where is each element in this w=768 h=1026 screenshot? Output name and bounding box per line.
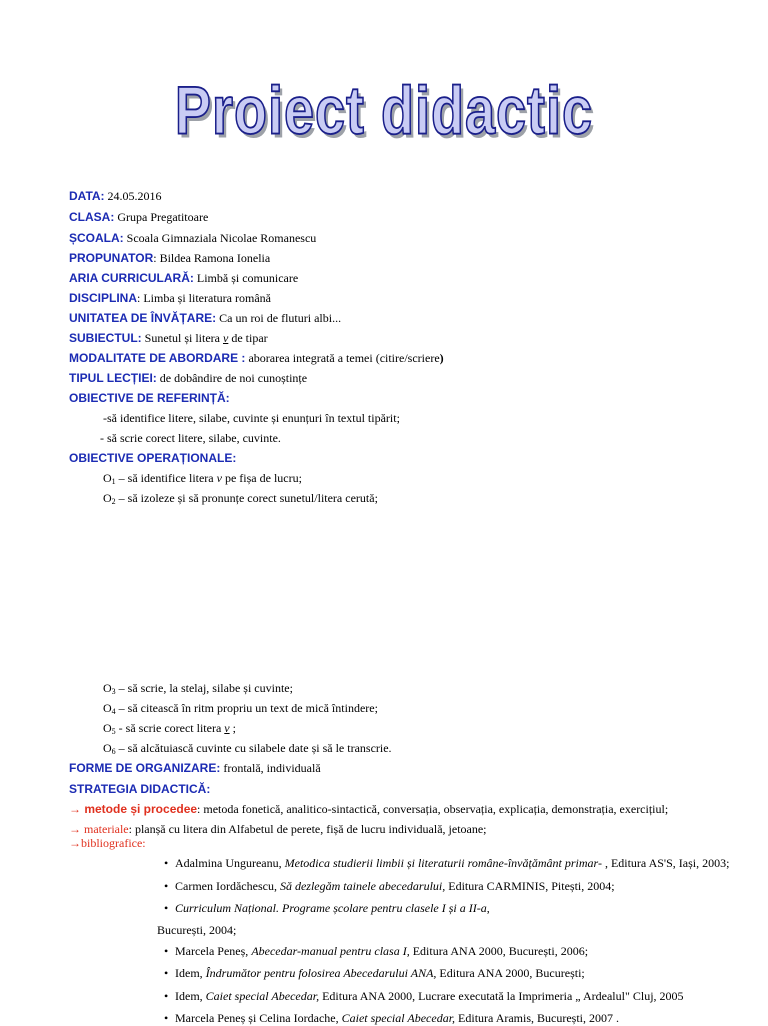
- materiale-label: → materiale: [69, 822, 129, 836]
- bibliography-item: [175, 855, 729, 871]
- o3-text: – să scrie, la stelaj, silabe și cuvinte;: [115, 681, 293, 695]
- unitatea-label: UNITATEA DE ÎNVĂȚARE:: [69, 311, 217, 325]
- bib-author: Idem,: [175, 966, 206, 980]
- strategia-label: STRATEGIA DIDACTICĂ:: [69, 782, 211, 796]
- modalitate-close: ): [439, 351, 444, 365]
- metode-row: [69, 801, 668, 817]
- objective-o3: [103, 680, 293, 700]
- bibliography-item-continuation: [157, 922, 236, 938]
- bib-author: Idem,: [175, 989, 206, 1003]
- o5-text: - să scrie corect litera: [115, 721, 225, 735]
- bib-work: Să dezlegăm tainele abecedarului,: [279, 879, 446, 893]
- o4-text: – să citească în ritm propriu un text de mică întindere;: [115, 701, 378, 715]
- bib-work: Abecedar-manual pentru clasa I,: [251, 944, 410, 958]
- o2-text: – să izoleze și să pronunțe corect sunetul/litera cerută;: [115, 491, 378, 505]
- aria-value: Limbă și comunicare: [196, 271, 299, 285]
- objective-o2: [103, 490, 378, 510]
- bib-author: București, 2004;: [157, 923, 237, 937]
- o5-code: O: [103, 721, 112, 735]
- scoala-label: ȘCOALA:: [69, 231, 124, 245]
- forme-row: [69, 760, 321, 776]
- o5-rest: ;: [229, 721, 236, 735]
- subiectul-row: [69, 330, 268, 346]
- obiective-referinta-label: OBIECTIVE DE REFERINȚĂ:: [69, 391, 230, 405]
- clasa-row: [69, 209, 208, 225]
- objective-o5: [103, 720, 236, 740]
- materiale-value: : planșă cu litera din Alfabetul de perete, fișă de lucru individuală, jetoane;: [128, 822, 487, 836]
- bibliografice-row: [69, 835, 146, 851]
- data-label: DATA:: [69, 189, 105, 203]
- tipul-label: TIPUL LECȚIEI:: [69, 371, 157, 385]
- bib-work: Caiet special Abecedar,: [341, 1011, 456, 1025]
- propunator-row: [69, 250, 270, 266]
- bib-work: Curriculum Național. Programe școlare pentru clasele I și a II-a: [175, 901, 487, 915]
- data-value: 24.05.2016: [107, 189, 162, 203]
- objective-o6: [103, 740, 392, 760]
- o3-code: O: [103, 681, 112, 695]
- strategia-heading: [69, 781, 210, 797]
- disciplina-label: DISCIPLINA: [69, 291, 138, 305]
- o1-text: – să identifice litera: [115, 471, 217, 485]
- o5-sub: 5: [111, 727, 116, 736]
- bibliografice-label: →bibliografice:: [69, 836, 146, 850]
- subiectul-pre: Sunetul și litera: [144, 331, 220, 345]
- o1-code: O: [103, 471, 112, 485]
- propunator-value: : Bildea Ramona Ionelia: [153, 251, 271, 265]
- o4-code: O: [103, 701, 112, 715]
- bib-rest: Editura ANA 2000, București;: [436, 966, 585, 980]
- bib-rest: Editura ANA 2000, București, 2006;: [409, 944, 589, 958]
- bib-work: Metodica studierii limbii și literaturii române-învățământ primar-: [284, 856, 602, 870]
- bib-rest: ,: [486, 901, 490, 915]
- o5-letter: v: [224, 721, 230, 735]
- bibliography-item: [175, 878, 615, 894]
- tipul-row: [69, 370, 307, 386]
- tipul-value: de dobândire de noi cunoștințe: [159, 371, 308, 385]
- disciplina-row: [69, 290, 271, 306]
- o2-sub: 2: [111, 497, 116, 506]
- obiective-operationale-heading: [69, 450, 236, 466]
- referinta-item: - să scrie corect litere, silabe, cuvinte.: [100, 431, 281, 445]
- o3-sub: 3: [111, 687, 116, 696]
- o1-letter: v: [216, 471, 222, 485]
- unitatea-value: Ca un roi de fluturi albi...: [219, 311, 342, 325]
- bib-author: Marcela Peneș,: [175, 944, 252, 958]
- o1-rest: pe fișa de lucru;: [221, 471, 302, 485]
- aria-row: [69, 270, 298, 286]
- bib-work: Îndrumător pentru folosirea Abecedarului ANA,: [205, 966, 437, 980]
- o6-text: – să alcătuiască cuvinte cu silabele date și să le transcrie.: [115, 741, 392, 755]
- bib-rest: Editura ANA 2000, Lucrare executată la Imprimeria „ Ardealul" Cluj, 2005: [319, 989, 684, 1003]
- aria-label: ARIA CURRICULARĂ:: [69, 271, 194, 285]
- scoala-row: [69, 230, 316, 246]
- subiectul-label: SUBIECTUL:: [69, 331, 142, 345]
- obiective-referinta-heading: [69, 390, 230, 406]
- bibliography-item: [175, 943, 588, 959]
- modalitate-label: MODALITATE DE ABORDARE :: [69, 351, 246, 365]
- bibliography-item: [175, 965, 585, 981]
- bib-author: Carmen Iordăchescu,: [175, 879, 280, 893]
- metode-label: → metode și procedee: [69, 802, 198, 816]
- scoala-value: Scoala Gimnaziala Nicolae Romanescu: [126, 231, 317, 245]
- clasa-label: CLASA:: [69, 210, 115, 224]
- metode-value: : metoda fonetică, analitico-sintactică, conversația, observația, explicația, demonstrația, exercițiul;: [197, 802, 669, 816]
- unitatea-row: [69, 310, 341, 326]
- propunator-label: PROPUNATOR: [69, 251, 154, 265]
- o6-code: O: [103, 741, 112, 755]
- referinta-item: -să identifice litere, silabe, cuvinte și enunțuri în textul tipărit;: [103, 411, 400, 425]
- modalitate-row: [69, 350, 444, 366]
- bibliography-item: [175, 900, 490, 916]
- data-row: [69, 188, 162, 204]
- disciplina-value: : Limba și literatura română: [137, 291, 271, 305]
- clasa-value: Grupa Pregatitoare: [117, 210, 209, 224]
- obiective-operationale-label: OBIECTIVE OPERAȚIONALE:: [69, 451, 237, 465]
- o1-sub: 1: [111, 477, 116, 486]
- bib-work: Caiet special Abecedar,: [205, 989, 320, 1003]
- bib-rest: , Editura AS'S, Iași, 2003;: [601, 856, 730, 870]
- subiectul-letter: v: [223, 331, 229, 345]
- bib-rest: Editura Aramis, București, 2007 .: [455, 1011, 620, 1025]
- o2-code: O: [103, 491, 112, 505]
- bib-author: Marcela Peneș și Celina Iordache,: [175, 1011, 342, 1025]
- forme-label: FORME DE ORGANIZARE:: [69, 761, 221, 775]
- forme-value: frontală, individuală: [223, 761, 321, 775]
- o4-sub: 4: [111, 707, 116, 716]
- modalitate-value: aborarea integrată a temei (citire/scriere: [248, 351, 440, 365]
- bib-author: Adalmina Ungureanu,: [175, 856, 285, 870]
- bibliography-item: [175, 988, 684, 1004]
- o6-sub: 6: [111, 747, 116, 756]
- subiectul-post: de tipar: [231, 331, 268, 345]
- bib-rest: Editura CARMINIS, Pitești, 2004;: [445, 879, 615, 893]
- document-title: Proiect didactic: [174, 73, 594, 149]
- objective-o4: [103, 700, 378, 720]
- objective-o1: [103, 470, 302, 490]
